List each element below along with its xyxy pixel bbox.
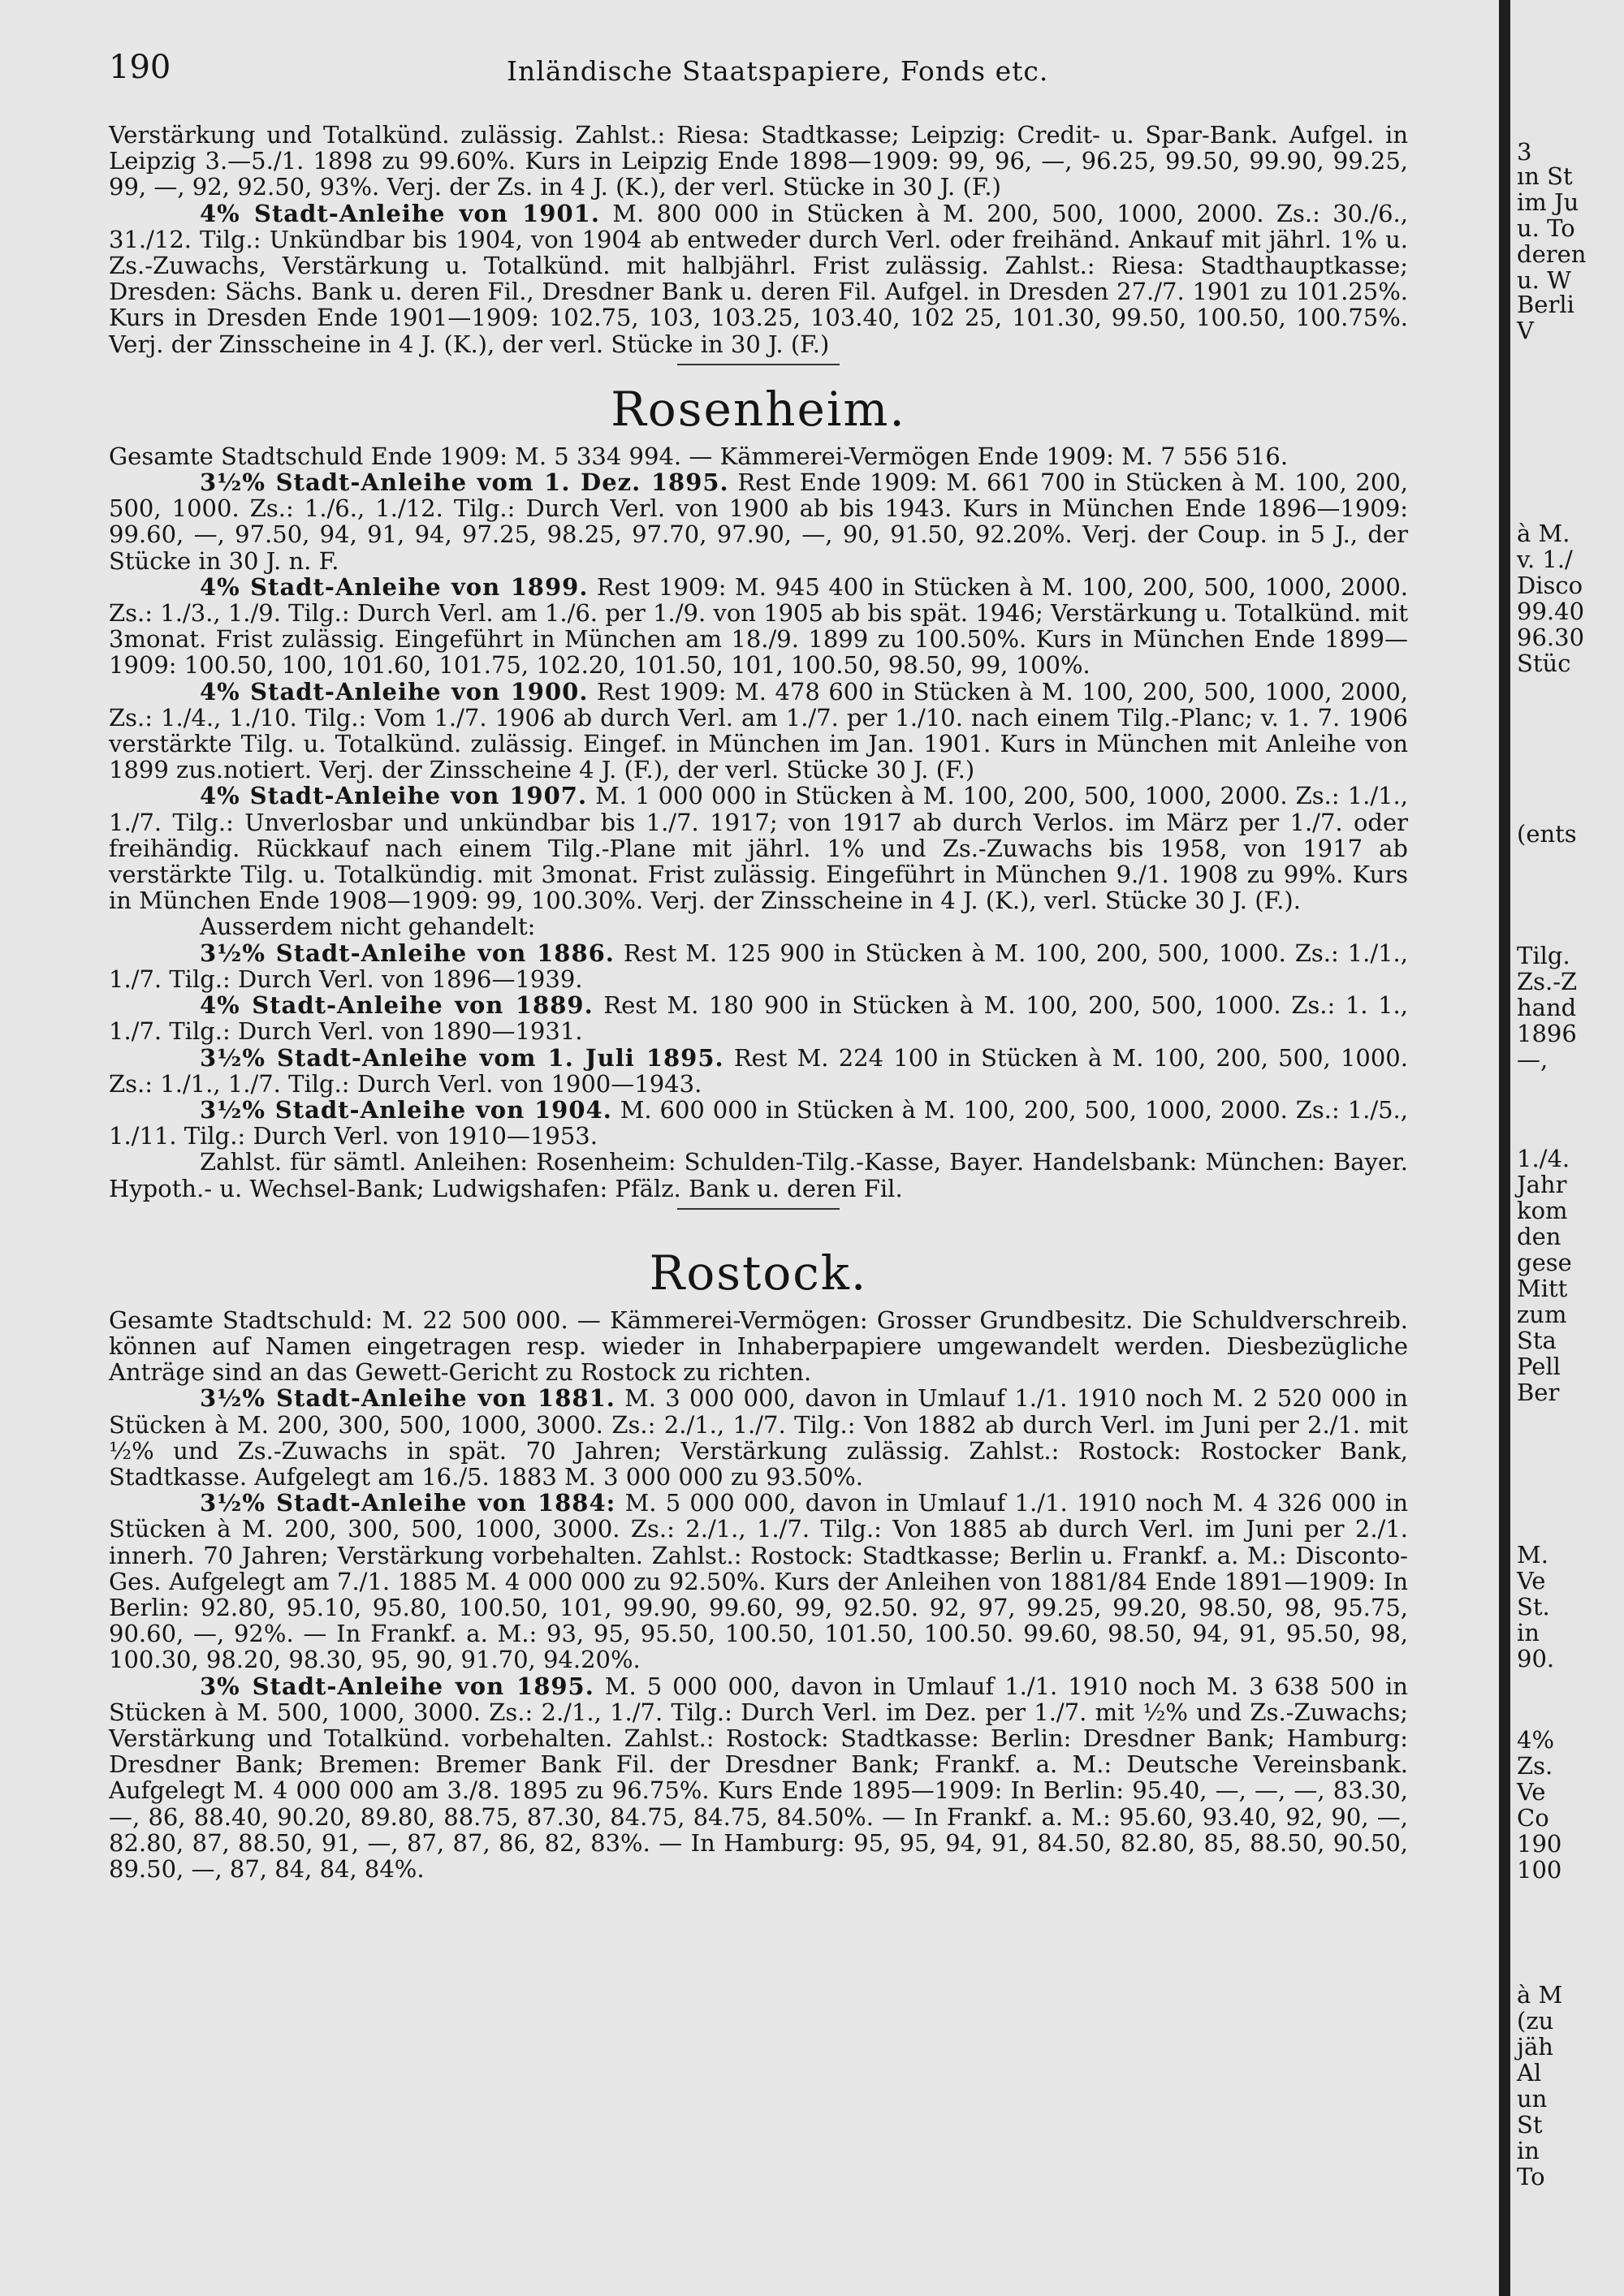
loan-title: 3½% Stadt-Anleihe von 1904. bbox=[200, 1095, 612, 1124]
loan-title: 3½% Stadt-Anleihe vom 1. Dez. 1895. bbox=[200, 468, 729, 497]
loan-text: M. 3 000 000, davon in Umlauf 1./1. 1910 noch M. 2 520 000 in Stücken à M. 200, 300, 500, 1000, 3000. Zs.: 2./1., 1./7. Tilg.: Von 1882 ab durch Verl. im Juni per 2./1. mit ½% und Zs.-Zuwachs in spät. 70 Jahren; Verstärkung zulässig. Zahlst.: Rostock: Rostocker Bank, Stadtkasse. Aufgelegt am 16./5. 1883 M. 3 000 000 zu 93.50%. bbox=[109, 1384, 1408, 1491]
loan-entry bbox=[109, 1097, 1408, 1149]
loan-title: 3% Stadt-Anleihe von 1895. bbox=[200, 1672, 594, 1700]
neighbor-text-fragment: Al bbox=[1517, 2059, 1542, 2087]
neighbor-text-fragment: (zu bbox=[1517, 2007, 1554, 2035]
loan-title: 4% Stadt-Anleihe von 1907. bbox=[200, 782, 588, 810]
loan-text: Rest 1909: M. 945 400 in Stücken à M. 100, 200, 500, 1000, 2000. Zs.: 1./3., 1./9. Tilg.: Durch Verl. am 1./6. per 1./9. von 1905 ab bis spät. 1946; Verstärkung u. Totalkünd. mit 3monat. Frist zulässig. Eingeführt in München am 18./9. 1899 zu 100.50%. Kurs in München Ende 1899—1909: 100.50, 100, 101.60, 101.75, 102.20, 101.50, 101, 100.50, 98.50, 99, 100%. bbox=[109, 572, 1408, 680]
section-divider bbox=[677, 1208, 840, 1210]
loan-title: 3½% Stadt-Anleihe von 1886. bbox=[200, 939, 615, 967]
section-divider bbox=[677, 364, 840, 365]
loan-title: 4% Stadt-Anleihe von 1901. bbox=[200, 199, 600, 227]
loan-entry bbox=[109, 1673, 1408, 1883]
page-gutter bbox=[1499, 0, 1510, 2296]
neighbor-text-fragment: zum bbox=[1517, 1301, 1567, 1328]
loan-title: 3½% Stadt-Anleihe von 1881. bbox=[200, 1384, 615, 1413]
neighbor-text-fragment: 100 bbox=[1517, 1856, 1562, 1884]
intro-paragraph: Verstärkung und Totalkünd. zulässig. Zahlst.: Riesa: Stadtkasse; Leipzig: Credit- u. Spar-Bank. Aufgel. in Leipzig 3.—5./1. 1898 zu 99.60%. Kurs in Leipzig Ende 1898—1909: 99, 96, —, 96.25, 99.50, 99.90, 99.25, 99, —, 92, 92.50, 93%. Verj. der Zs. in 4 J. (K.), der verl. Stücke in 30 J. (F.) bbox=[109, 121, 1408, 201]
loan-text: M. 800 000 in Stücken à M. 200, 500, 1000, 2000. Zs.: 30./6., 31./12. Tilg.: Unkündbar bis 1904, von 1904 ab entweder durch Verl. oder freihänd. Ankauf mit jährl. 1% u. Zs.-Zuwachs, Verstärkung u. Totalkünd. mit halbjährl. Frist zulässig. Zahlst.: Riesa: Stadthauptkasse; Dresden: Sächs. Bank u. deren Fil., Dresdner Bank u. deren Fil. Aufgel. in Dresden 27./7. 1901 zu 101.25%. Kurs in Dresden Ende 1901—1909: 102.75, 103, 103.25, 103.40, 102 25, 101.30, 99.50, 100.50, 100.75%. Verj. der Zinsscheine in 4 J. (K.), der verl. Stücke in 30 J. (F.) bbox=[109, 199, 1408, 358]
neighbor-text-fragment: (ents bbox=[1517, 820, 1577, 848]
neighbor-text-fragment: Ve bbox=[1517, 1778, 1546, 1806]
loan-entry bbox=[109, 1490, 1408, 1672]
loan-entry bbox=[109, 574, 1408, 679]
neighbor-text-fragment: 99.40 bbox=[1517, 598, 1585, 625]
neighbor-text-fragment: Zs. bbox=[1517, 1752, 1553, 1780]
neighbor-text-fragment: hand bbox=[1517, 994, 1577, 1021]
loan-text: Rest M. 180 900 in Stücken à M. 100, 200, 500, 1000. Zs.: 1. 1., 1./7. Tilg.: Durch Verl. von 1890—1931. bbox=[109, 991, 1408, 1046]
loan-text: M. 5 000 000, davon in Umlauf 1./1. 1910 noch M. 3 638 500 in Stücken à M. 500, 1000, 3000. Zs.: 2./1., 1./7. Tilg.: Durch Verl. im Dez. per 1./7. mit ½% und Zs.-Zuwachs; Verstärkung und Totalkünd. vorbehalten. Zahlst.: Rostock: Stadtkasse: Berlin: Dresdner Bank; Hamburg: Dresdner Bank; Bremen: Bremer Bank Fil. der Dresdner Bank; Frankf. a. M.: Deutsche Vereinsbank. Aufgelegt M. 4 000 000 am 3./8. 1895 zu 96.75%. Kurs Ende 1895—1909: In Berlin: 95.40, —, —, —, 83.30, —, 86, 88.40, 90.20, 89.80, 88.75, 87.30, 84.75, 84.75, 84.50%. — In Frankf. a. M.: 95.60, 93.40, 92, 90, —, 82.80, 87, 88.50, 91, —, 87, 87, 86, 82, 83%. — In Hamburg: 95, 95, 94, 91, 84.50, 82.80, 85, 88.50, 90.50, 89.50, —, 87, 84, 84, 84%. bbox=[109, 1672, 1408, 1883]
neighbor-text-fragment: un bbox=[1517, 2085, 1548, 2113]
loan-text: Rest Ende 1909: M. 661 700 in Stücken à M. 100, 200, 500, 1000. Zs.: 1./6., 1./12. Tilg.: Durch Verl. von 1900 ab bis 1943. Kurs in München Ende 1896—1909: 99.60, —, 97.50, 94, 91, 94, 97.25, 98.25, 97.70, 97.90, —, 90, 91.50, 92.20%. Verj. der Coup. in 5 J., der Stücke in 30 J. n. F. bbox=[109, 468, 1409, 575]
section-summary: Gesamte Stadtschuld: M. 22 500 000. — Kämmerei-Vermögen: Grosser Grundbesitz. Die Schuldverschreib. können auf Namen eingetragen resp. wieder in Inhaberpapiere umgewandelt werden. Diesbezügliche Anträge sind an das Gewett-Gericht zu Rostock zu richten. bbox=[109, 1306, 1408, 1387]
page-header bbox=[109, 49, 1408, 97]
neighbor-text-fragment: Mitt bbox=[1517, 1275, 1568, 1302]
neighbor-text-fragment: jäh bbox=[1517, 2033, 1553, 2061]
neighbor-text-fragment: u. W bbox=[1517, 266, 1571, 294]
neighbor-text-fragment: St bbox=[1517, 2111, 1543, 2138]
loan-entry bbox=[109, 1045, 1408, 1097]
loan-text: M. 600 000 in Stücken à M. 100, 200, 500, 1000, 2000. Zs.: 1./5., 1./11. Tilg.: Durch Verl. von 1910—1953. bbox=[109, 1095, 1408, 1150]
neighbor-text-fragment: 4% bbox=[1517, 1726, 1555, 1754]
page-content bbox=[109, 122, 1408, 1882]
neighbor-text-fragment: gese bbox=[1517, 1249, 1572, 1276]
loan-text: Rest M. 125 900 in Stücken à M. 100, 200, 500, 1000. Zs.: 1./1., 1./7. Tilg.: Durch Verl. von 1896—1939. bbox=[109, 939, 1408, 993]
neighbor-text-fragment: Berli bbox=[1517, 291, 1574, 318]
neighbor-text-fragment: 1896 bbox=[1517, 1020, 1577, 1047]
also-label: Ausserdem nicht gehandelt: bbox=[200, 913, 536, 941]
page-number: 190 bbox=[109, 49, 171, 86]
neighbor-text-fragment: à M. bbox=[1517, 520, 1570, 547]
loan-text: M. 5 000 000, davon in Umlauf 1./1. 1910 noch M. 4 326 000 in Stücken à M. 200, 300, 500, 1000, 3000. Zs.: 2./1., 1./7. Tilg.: Von 1885 ab durch Verl. im Juni per 2./1. innerh. 70 Jahren; Verstärkung vorbehalten. Zahlst.: Rostock: Stadtkasse; Berlin u. Frankf. a. M.: Disconto-Ges. Aufgelegt am 7./1. 1885 M. 4 000 000 zu 92.50%. Kurs der Anleihen von 1881/84 Ende 1891—1909: In Berlin: 92.80, 95.10, 95.80, 100.50, 101, 99.90, 99.60, 99, 92.50. 92, 97, 99.25, 99.20, 98.50, 98, 95.75, 90.60, —, 92%. — In Frankf. a. M.: 93, 95, 95.50, 100.50, 101.50, 100.50. 99.60, 98.50, 94, 91, 95.50, 98, 100.30, 98.20, 98.30, 95, 90, 91.70, 94.20%. bbox=[109, 1489, 1408, 1674]
neighbor-text-fragment: in bbox=[1517, 2137, 1540, 2164]
neighbor-text-fragment: Stüc bbox=[1517, 650, 1571, 677]
loan-title: 4% Stadt-Anleihe von 1889. bbox=[200, 991, 594, 1020]
loan-entry bbox=[109, 201, 1408, 357]
loan-text: M. 1 000 000 in Stücken à M. 100, 200, 500, 1000, 2000. Zs.: 1./1., 1./7. Tilg.: Unverlosbar und unkündbar bis 1./7. 1917; von 1917 ab durch Verlos. im März per 1./7. oder freihändig. Rückkauf nach einem Tilg.-Plane mit jährl. 1% und Zs.-Zuwachs bis 1958, von 1917 ab verstärkte Tilg. u. Totalkündig. mit 3monat. Frist zulässig. Eingeführt in München 9./1. 1908 zu 99%. Kurs in München Ende 1908—1909: 99, 100.30%. Verj. der Zinsscheine in 4 J. (K.), verl. Stücke 30 J. (F.). bbox=[109, 782, 1408, 915]
neighbor-text-fragment: 1./4. bbox=[1517, 1145, 1570, 1172]
section-summary: Gesamte Stadtschuld Ende 1909: M. 5 334 994. — Kämmerei-Vermögen Ende 1909: M. 7 556 516. bbox=[109, 442, 1289, 470]
neighbor-text-fragment: 90. bbox=[1517, 1645, 1555, 1672]
neighbor-text-fragment: deren bbox=[1517, 240, 1587, 268]
neighbor-text-fragment: ın St bbox=[1517, 162, 1573, 190]
section-title-rostock: Rostock. bbox=[649, 1245, 868, 1301]
neighbor-text-fragment: St. bbox=[1517, 1593, 1550, 1621]
neighbor-text-fragment: u. To bbox=[1517, 214, 1575, 242]
loan-title: 4% Stadt-Anleihe von 1899. bbox=[200, 572, 589, 601]
neighbor-text-fragment: Ve bbox=[1517, 1567, 1546, 1595]
neighbor-text-fragment: Disco bbox=[1517, 572, 1583, 599]
neighbor-text-fragment: den bbox=[1517, 1223, 1561, 1250]
neighbor-text-fragment: —, bbox=[1517, 1046, 1548, 1073]
neighbor-text-fragment: kom bbox=[1517, 1197, 1568, 1224]
neighbor-text-fragment: To bbox=[1517, 2163, 1545, 2190]
loan-entry bbox=[109, 992, 1408, 1044]
section-title-rosenheim: Rosenheim. bbox=[611, 381, 906, 437]
neighbor-text-fragment: Zs.-Z bbox=[1517, 968, 1578, 995]
neighbor-text-fragment: 3 bbox=[1517, 138, 1532, 166]
neighbor-text-fragment: V bbox=[1517, 317, 1534, 344]
neighbor-text-fragment: à M bbox=[1517, 1981, 1563, 2009]
running-title: Inländische Staatspapiere, Fonds etc. bbox=[507, 55, 1049, 87]
neighbor-text-fragment: Co bbox=[1517, 1804, 1549, 1832]
neighbor-text-fragment: Tilg. bbox=[1517, 942, 1570, 969]
neighbor-text-fragment: 96.30 bbox=[1517, 624, 1585, 651]
neighbor-text-fragment: Ber bbox=[1517, 1379, 1560, 1406]
loan-entry bbox=[109, 783, 1408, 913]
neighbor-text-fragment: im Ju bbox=[1517, 188, 1579, 216]
neighbor-text-fragment: Pell bbox=[1517, 1353, 1561, 1380]
loan-entry bbox=[109, 469, 1408, 574]
loan-text: Rest 1909: M. 478 600 in Stücken à M. 100, 200, 500, 1000, 2000, Zs.: 1./4., 1./10. Tilg.: Vom 1./7. 1906 ab durch Verl. am 1./7. per 1./10. nach einem Tilg.-Planc; v. 1. 7. 1906 verstärkte Tilg. u. Totalkünd. zulässig. Eingef. in München im Jan. 1901. Kurs in München mit Anleihe von 1899 zus.notiert. Verj. der Zinsscheine 4 J. (F.), der verl. Stücke 30 J. (F.) bbox=[109, 677, 1408, 784]
loan-text: Rest M. 224 100 in Stücken à M. 100, 200, 500, 1000. Zs.: 1./1., 1./7. Tilg.: Durch Verl. von 1900—1943. bbox=[109, 1043, 1408, 1098]
neighbor-text-fragment: Sta bbox=[1517, 1327, 1557, 1354]
neighbor-page-edge bbox=[1510, 0, 1624, 2296]
paying-agents: Zahlst. für sämtl. Anleihen: Rosenheim: Schulden-Tilg.-Kasse, Bayer. Handelsbank: München: Bayer. Hypoth.- u. Wechsel-Bank; Ludwigshafen: Pfälz. Bank u. deren Fil. bbox=[109, 1148, 1408, 1202]
neighbor-text-fragment: in bbox=[1517, 1619, 1540, 1646]
neighbor-text-fragment: 190 bbox=[1517, 1830, 1562, 1858]
neighbor-text-fragment: M. bbox=[1517, 1541, 1548, 1569]
loan-entry bbox=[109, 940, 1408, 992]
loan-entry bbox=[109, 1385, 1408, 1490]
neighbor-text-fragment: Jahr bbox=[1517, 1171, 1567, 1198]
loan-entry bbox=[109, 679, 1408, 783]
loan-title: 4% Stadt-Anleihe von 1900. bbox=[200, 677, 589, 706]
loan-title: 3½% Stadt-Anleihe vom 1. Juli 1895. bbox=[200, 1043, 724, 1072]
loan-title: 3½% Stadt-Anleihe von 1884: bbox=[200, 1489, 616, 1517]
neighbor-text-fragment: v. 1./ bbox=[1517, 546, 1573, 573]
